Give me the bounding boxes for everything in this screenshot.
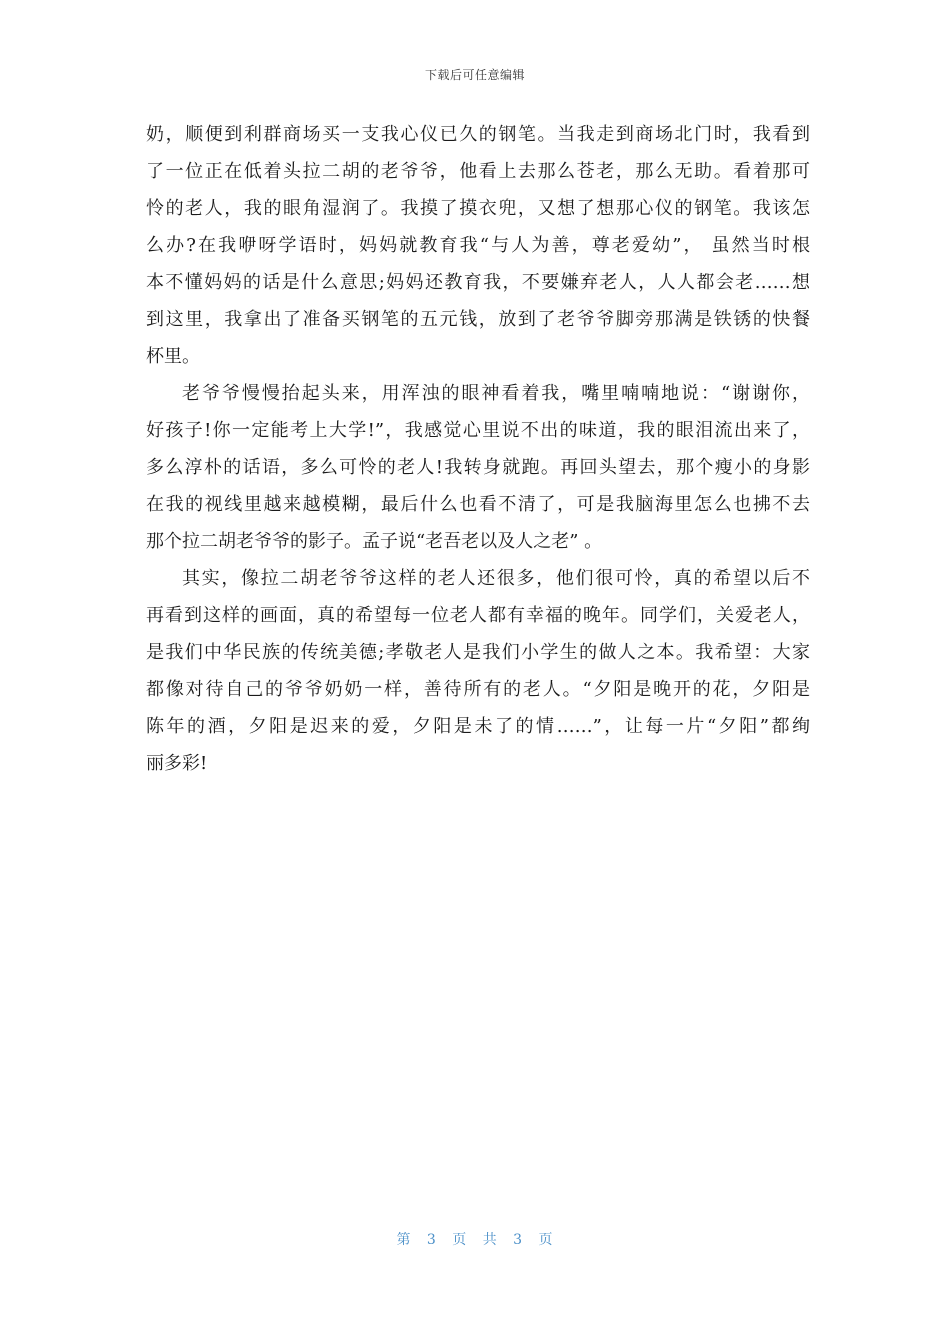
paragraph-2 bbox=[146, 375, 810, 560]
document-body bbox=[146, 116, 810, 782]
text-line: 本不懂妈妈的话是什么意思;妈妈还教育我，不要嫌弃老人，人人都会老……想 bbox=[146, 272, 810, 293]
text-line: 奶，顺便到利群商场买一支我心仪已久的钢笔。当我走到商场北门时，我看到 bbox=[146, 124, 810, 145]
text-line: 是我们中华民族的传统美德;孝敬老人是我们小学生的做人之本。我希望：大家 bbox=[146, 642, 810, 663]
page-header: 下载后可任意编辑 bbox=[424, 68, 525, 82]
paragraph-3 bbox=[146, 560, 810, 782]
text-line: 老爷爷慢慢抬起头来，用浑浊的眼神看着我，嘴里喃喃地说：“谢谢你， bbox=[182, 383, 810, 404]
text-line: 都像对待自己的爷爷奶奶一样，善待所有的老人。“夕阳是晚开的花，夕阳是 bbox=[146, 679, 810, 700]
text-line: 杯里。 bbox=[146, 346, 200, 367]
page-number-footer: 第 3 页 共 3 页 bbox=[396, 1232, 554, 1248]
paragraph-1 bbox=[146, 116, 810, 375]
text-line: 好孩子!你一定能考上大学!”，我感觉心里说不出的味道，我的眼泪流出来了， bbox=[146, 420, 810, 441]
text-line: 陈年的酒，夕阳是迟来的爱，夕阳是未了的情……”，让每一片“夕阳”都绚 bbox=[146, 716, 810, 737]
text-line: 怜的老人，我的眼角湿润了。我摸了摸衣兜，又想了想那心仪的钢笔。我该怎 bbox=[146, 198, 810, 219]
text-line: 那个拉二胡老爷爷的影子。孟子说“老吾老以及人之老” 。 bbox=[146, 531, 603, 552]
text-line: 丽多彩! bbox=[146, 753, 208, 774]
text-line: 了一位正在低着头拉二胡的老爷爷，他看上去那么苍老，那么无助。看着那可 bbox=[146, 161, 810, 182]
text-line: 到这里，我拿出了准备买钢笔的五元钱，放到了老爷爷脚旁那满是铁锈的快餐 bbox=[146, 309, 810, 330]
text-line: 其实，像拉二胡老爷爷这样的老人还很多，他们很可怜，真的希望以后不 bbox=[182, 568, 810, 589]
text-line: 么办?在我咿呀学语时，妈妈就教育我“与人为善，尊老爱幼”， 虽然当时根 bbox=[146, 235, 810, 256]
text-line: 多么淳朴的话语，多么可怜的老人!我转身就跑。再回头望去，那个瘦小的身影 bbox=[146, 457, 810, 478]
text-line: 在我的视线里越来越模糊，最后什么也看不清了，可是我脑海里怎么也拂不去 bbox=[146, 494, 810, 515]
text-line: 再看到这样的画面，真的希望每一位老人都有幸福的晚年。同学们，关爱老人， bbox=[146, 605, 810, 626]
